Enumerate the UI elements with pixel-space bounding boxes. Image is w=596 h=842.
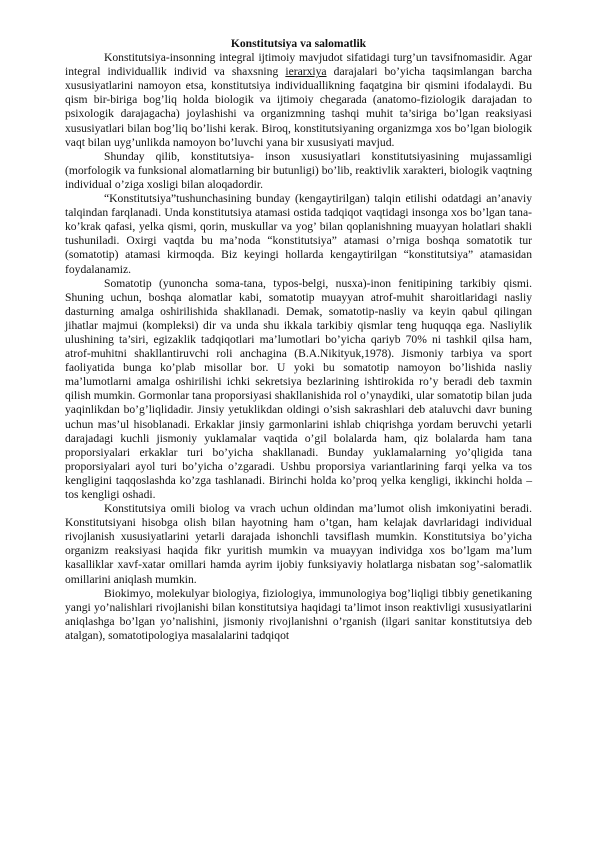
paragraph-1-start: Konstitutsiya-insonning integral ijtimoiy mavjudot sifatidagi turg’un tavsifnomasidir. Agar integral individuallik individ va shaxsning [65,51,532,79]
paragraph-1-end: darajalari bo’yicha taqsimlangan barcha xususiyatlarini namoyon etsa, konstitutsiya individuallikning faqatgina bir qismini ifodalaydi. Bu qism bir-biriga bog’liq holda biologik va ijtimoiy chegarada (anatomo-fiziologik darajadan to psixologik darajagacha) joylashishi va organizmning tashqi muhit ta’siriga bo’lgan reaksiyasi xususiyatlari bilan bog’liq bo’lishi kerak. Biroq, konstitutsiyaning organizmga xos bo’lgan biologik vaqt bilan uyg’unlikda namoyon bo’luvchi yana bir xususiyati mavjud. [65,65,532,149]
paragraph-3: “Konstitutsiya”tushunchasining bunday (kengaytirilgan) talqin etilishi odatdagi an’anaviy talqindan farqlanadi. Unda konstitutsiya atamasi ostida tadqiqot vaqtidagi insonga xos bo’lgan tana-ko’krak qafasi, yelka qismi, qorin, muskullar va yog’ bilan qoplanishning muayyan holatlari shakli tushuniladi. Oxirgi vaqtda bu ma’noda “konstitutsiya” atamasi o’rniga boshqa somatotik tur (somatotip) atamasi kirmoqda. Biz keyingi hollarda kengaytirilgan “konstitutsiya” atamasidan foydalanamiz. [65,192,532,276]
underlined-term: ierarxiya [285,65,327,79]
document-page [65,37,532,643]
paragraph-2: Shunday qilib, konstitutsiya- inson xususiyatlari konstitutsiyasining mujassamligi (morfologik va funksional alomatlarning bir butunligi) bo’lib, reaktivlik xarakteri, biologik vaqtning individual o’ziga xosligi bilan aloqadordir. [65,149,532,191]
paragraph-4: Somatotip (yunoncha soma-tana, typos-belgi, nusxa)-inon fenitipining tarkibiy qismi. Shuning uchun, boshqa alomatlar kabi, somatotip muayyan atrof-muhit sharoitlaridagi nasliy dasturning amalga oshirilishida shakllanadi. Demak, somatotip-nasliy va keyin qabul qilingan jihatlar majmui (kompleksi) dir va unda shu ikkala tarkibiy qismlar teng huquqqa ega. Nasliylik ulushining ta’siri, egizaklik tadqiqotlari ma’lumotlari bo’yicha qariyb 70% ni tashkil qilsa ham, atrof-muhitni shakllantiruvchi roli anchagina (B.A.Nikityuk,1978). Jismoniy tarbiya va sport faoliyatida bunga ko’plab misollar bor. U yoki bu somatotip namoyon bo’lishida nasliy ma’lumotlarni amalga oshirilishi ichki sekretsiya bezlarining ishtirokida ro’y beradi deb taxmin qilish mumkin. Gormonlar tana proporsiyasi shakllanishida rol o’ynaydiki, ular somatotip bilan juda yaqinlikdan bo’g’liqlidadir. Jinsiy yetuklikdan oldingi o’sish sakrashlari deb ataluvchi davr buning uchun mas’ul hisoblanadi. Erkaklar jinsiy garmonlarini ishlab chiqrishga yordam beruvchi yetarli darajadagi kuchli jismoniy yuklamalar vaqtida o’gil bolalarda ham, qiz bolalarda ham tana proporsiyalari erkaklar turi bo’yicha shakllanadi. Bunday yuklamalarning yo’qligida tana proporsiyalari ayol turi bo’yicha o’zgaradi. Ushbu proporsiya variantlarining farqi yelka va tos kengligini taqqoslashda ko’zga tashlanadi. Birinchi holda ko’proq yelka kengligi, ikkinchi holda –tos kengligi oshadi. [65,276,532,501]
document-title: Konstitutsiya va salomatlik [230,37,367,50]
paragraph-5: Konstitutsiya omili biolog va vrach uchun oldindan ma’lumot olish imkoniyatini beradi. Konstitutsiyani hisobga olish bilan hayotning ham o’tgan, ham kelajak davrlaridagi individual rivojlanish xususiyatlarini yetarli darajada ishonchli tavsiflash mumkin. Konstitutsiya bo’yicha organizm reaksiyasi haqida fikr yuritish mumkin va muayyan individga xos bo’lgam ma’lum kasalliklar xavf-xatar omillari hamda ayrim ijobiy funksiyaviy holatlarga nisbatan sog’-salomatlik omillarini aniqlash mumkin. [65,502,532,586]
paragraph-6: Biokimyo, molekulyar biologiya, fiziologiya, immunologiya bog’liqligi tibbiy genetikaning yangi yo’nalishlari rivojlanishi bilan konstitutsiya haqidagi ta’limot inson reaktivligi xususiyatlarini aniqlashga bo’lgan yo’nalishini, jismoniy rivojlanishni o’rganish (ilgari sanitar konstitutsiya deb atalgan), somatotipologiya masalalarini tadqiqot [65,586,532,642]
paragraph-1 [65,51,532,150]
